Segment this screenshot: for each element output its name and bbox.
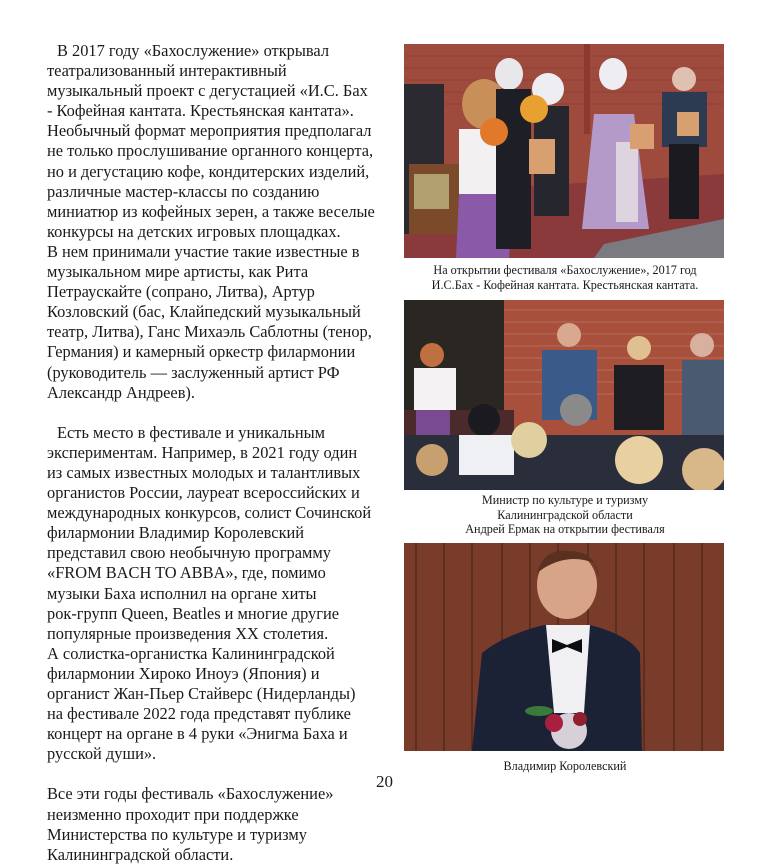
photo-caption-festival-opening — [400, 263, 730, 292]
text-line: Козловский (бас, Клайпедский музыкальный — [47, 302, 361, 322]
text-line: экспериментам. Например, в 2021 году один — [47, 442, 358, 462]
text-line: В нем принимали участие такие известные в — [47, 241, 360, 261]
main-text-column — [47, 41, 392, 865]
text-line: но и дегустацию кофе, кондитерских изделий, — [47, 161, 370, 181]
text-line: филармонии Хироко Иноуэ (Япония) и — [47, 663, 320, 683]
text-line: Германия) и камерный оркестр филармонии — [47, 342, 356, 362]
text-line: Необычный формат мероприятия предполагал — [47, 121, 372, 141]
text-line: представил свою необычную программу — [47, 543, 331, 563]
text-line: музыкальный проект с дегустацией «И.С. Бах — [47, 81, 368, 101]
text-line: (руководитель — заслуженный артист РФ — [47, 362, 340, 382]
paragraph-gap — [47, 403, 392, 423]
text-line: Министерства по культуре и туризму — [47, 824, 307, 844]
text-line: «FROM BACH TO ABBA», где, помимо — [47, 563, 326, 583]
photo-festival-opening-2017 — [404, 44, 724, 258]
text-line: - Кофейная кантата. Крестьянская кантата». — [47, 101, 354, 121]
text-line: театр, Литва), Ганс Михаэль Саблотны (тенор, — [47, 322, 372, 342]
paragraph-festival-2017 — [47, 41, 392, 403]
text-line: неизменно проходит при поддержке — [47, 804, 299, 824]
text-line: международных конкурсов, солист Сочинской — [47, 503, 372, 523]
caption-line: Андрей Ермак на открытии фестиваля — [465, 522, 665, 537]
photo-minister-speech — [404, 300, 724, 490]
text-line: конкурсы на детских игровых площадках. — [47, 221, 341, 241]
paragraph-experiments — [47, 423, 392, 765]
text-line: рок-групп Queen, Beatles и многие другие — [47, 603, 340, 623]
text-line: В 2017 году «Бахослужение» открывал — [57, 41, 329, 60]
photo-minister-at-microphone — [404, 300, 724, 490]
photo-caption-minister — [400, 493, 730, 537]
text-line: филармонии Владимир Королевский — [47, 523, 305, 543]
text-line: русской души». — [47, 744, 157, 764]
page-number: 20 — [376, 772, 393, 791]
text-line: миниатюр из кофейных зерен, а также веселые — [47, 201, 375, 221]
text-line: различные мастер-классы по созданию — [47, 181, 320, 201]
caption-line: И.С.Бах - Кофейная кантата. Крестьянская кантата. — [431, 277, 699, 292]
caption-line: Калининградской области — [497, 507, 633, 522]
paragraph-support — [47, 784, 392, 864]
photo-organist-portrait — [404, 543, 724, 751]
text-line: Петраускайте (сопрано, Литва), Артур — [47, 282, 315, 302]
text-line: органистов России, лауреат всероссийских и — [47, 483, 360, 503]
text-line: концерт на органе в 4 руки «Энигма Баха и — [47, 724, 348, 744]
text-line: из самых известных молодых и талантливых — [47, 462, 361, 482]
caption-line: На открытии фестиваля «Бахослужение», 2017 год — [433, 263, 697, 277]
text-line: музыкальном мире артисты, как Рита — [47, 262, 309, 282]
text-line: Все эти годы фестиваль «Бахослужение» — [47, 784, 334, 804]
text-line: Александр Андреев). — [47, 382, 195, 402]
photo-vladimir-korolevsky — [404, 543, 724, 751]
text-line: Калининградской области. — [47, 844, 234, 864]
paragraph-gap — [47, 764, 392, 784]
photo-costumed-performers — [404, 44, 724, 258]
text-line: музыки Баха исполнил на органе хиты — [47, 583, 317, 603]
text-line: не только прослушивание органного концерта, — [47, 141, 374, 161]
text-line: органист Жан-Пьер Стайверс (Нидерланды) — [47, 684, 356, 703]
caption-line: Владимир Королевский — [503, 759, 627, 773]
text-line: Есть место в фестивале и уникальным — [57, 422, 325, 442]
photo-caption-korolevsky — [400, 759, 730, 774]
caption-line: Министр по культуре и туризму — [481, 493, 649, 507]
text-line: популярные произведения XX столетия. — [47, 623, 329, 643]
text-line: на фестивале 2022 года представят публике — [47, 704, 351, 724]
text-line: А солистка-органистка Калининградской — [47, 643, 335, 663]
text-line: театрализованный интерактивный — [47, 61, 287, 81]
